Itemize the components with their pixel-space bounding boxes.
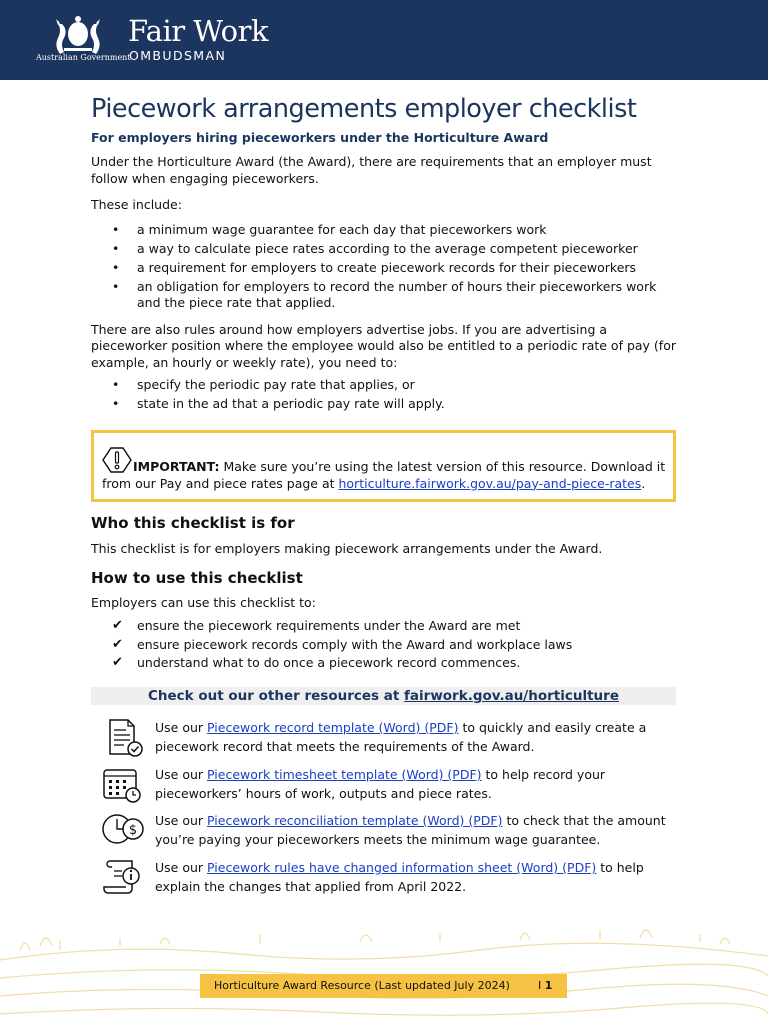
checkmark-icon: ✔ — [112, 655, 123, 670]
page-title: Piecework arrangements employer checklist — [91, 94, 637, 124]
government-label: Australian Government — [36, 53, 131, 62]
list-item: • a minimum wage guarantee for each day that pieceworkers work — [91, 222, 681, 239]
who-heading: Who this checklist is for — [91, 514, 295, 532]
resource-prefix: Use our — [155, 720, 208, 735]
brand-title: Fair Work — [128, 14, 269, 48]
page-separator: I — [538, 979, 545, 992]
page-number-value: 1 — [544, 979, 553, 992]
list-item: • specify the periodic pay rate that applies, or — [91, 377, 681, 394]
list-item: • a way to calculate piece rates according to the average competent pieceworker — [91, 241, 681, 258]
resource-suffix: to check that the amount you’re paying your pieceworkers meets the minimum wage guarantee. — [155, 813, 666, 847]
piecework-timesheet-template-link[interactable]: Piecework timesheet template (Word) (PDF) — [207, 767, 482, 782]
these-include-label: These include: — [91, 197, 182, 212]
horticulture-link[interactable]: fairwork.gov.au/horticulture — [404, 688, 619, 704]
important-callout — [91, 430, 676, 502]
list-item: • a requirement for employers to create piecework records for their pieceworkers — [91, 260, 681, 277]
check-label: understand what to do once a piecework record commences. — [137, 655, 521, 670]
resource-prefix: Use our — [155, 860, 208, 875]
brand-subtitle: OMBUDSMAN — [129, 48, 227, 63]
resource-text — [155, 718, 680, 756]
resource-prefix: Use our — [155, 767, 208, 782]
who-text: This checklist is for employers making piecework arrangements under the Award. — [91, 541, 603, 556]
advertise-paragraph: There are also rules around how employers advertise jobs. If you are advertising a pieceworker position where the employee would also be entitled to a periodic rate of pay (for example, an hourly or weekly rate), you need to: — [91, 321, 676, 370]
how-heading: How to use this checklist — [91, 569, 303, 587]
page-number — [538, 974, 552, 998]
resource-text — [155, 811, 680, 849]
footer-bar — [200, 974, 567, 998]
checklist — [91, 618, 681, 674]
how-text: Employers can use this checklist to: — [91, 595, 316, 610]
list-item — [91, 618, 681, 635]
resource-text — [155, 765, 680, 803]
footer-text: Horticulture Award Resource (Last updated July 2024) — [214, 979, 510, 992]
resource-text — [155, 858, 680, 896]
page-subtitle: For employers hiring pieceworkers under the Horticulture Award — [91, 130, 549, 145]
list-item: • an obligation for employers to record the number of hours their pieceworkers work and the piece rate that applied. — [91, 279, 681, 312]
checkmark-icon: ✔ — [112, 636, 123, 652]
list-item — [91, 637, 681, 654]
intro-paragraph: Under the Horticulture Award (the Award), there are requirements that an employer must follow when engaging pieceworkers. — [91, 154, 652, 186]
resource-suffix: to quickly and easily create a piecework record that meets the requirements of the Award. — [155, 720, 647, 754]
calendar-clock-icon — [100, 765, 146, 805]
list-item — [91, 655, 681, 672]
check-label: ensure the piecework requirements under the Award are met — [137, 618, 521, 633]
piecework-rules-info-sheet-link[interactable]: Piecework rules have changed information sheet (Word) (PDF) — [207, 860, 597, 875]
important-body: Make sure you’re using the latest version of this resource. Download it from our Pay and piece rates page at — [102, 459, 666, 491]
resource-suffix: to help record your pieceworkers’ hours of work, outputs and piece rates. — [155, 767, 606, 801]
piecework-record-template-link[interactable]: Piecework record template (Word) (PDF) — [207, 720, 459, 735]
piecework-reconciliation-template-link[interactable]: Piecework reconciliation template (Word) (PDF) — [207, 813, 503, 828]
checkmark-icon: ✔ — [112, 618, 123, 633]
important-text — [102, 459, 667, 492]
resource-prefix: Use our — [155, 813, 208, 828]
resource-suffix: to help explain the changes that applied from April 2022. — [155, 860, 644, 894]
pay-and-piece-rates-link[interactable]: horticulture.fairwork.gov.au/pay-and-piece-rates — [338, 475, 642, 491]
requirements-list — [91, 222, 681, 312]
important-period: . — [641, 475, 646, 491]
header-banner — [0, 0, 768, 80]
banner-prefix: Check out our other resources at — [148, 688, 405, 704]
resources-banner — [91, 687, 676, 705]
check-label: ensure piecework records comply with the Award and workplace laws — [137, 636, 573, 652]
document-check-icon — [100, 718, 146, 758]
important-label: IMPORTANT: — [133, 459, 220, 474]
money-clock-icon — [100, 811, 146, 851]
scroll-info-icon — [100, 858, 146, 898]
svg-text:$: $ — [128, 823, 138, 838]
landscape-illustration — [0, 920, 768, 1024]
document-body — [91, 94, 681, 415]
advertise-list — [91, 377, 681, 413]
list-item: • state in the ad that a periodic pay rate will apply. — [91, 396, 681, 413]
